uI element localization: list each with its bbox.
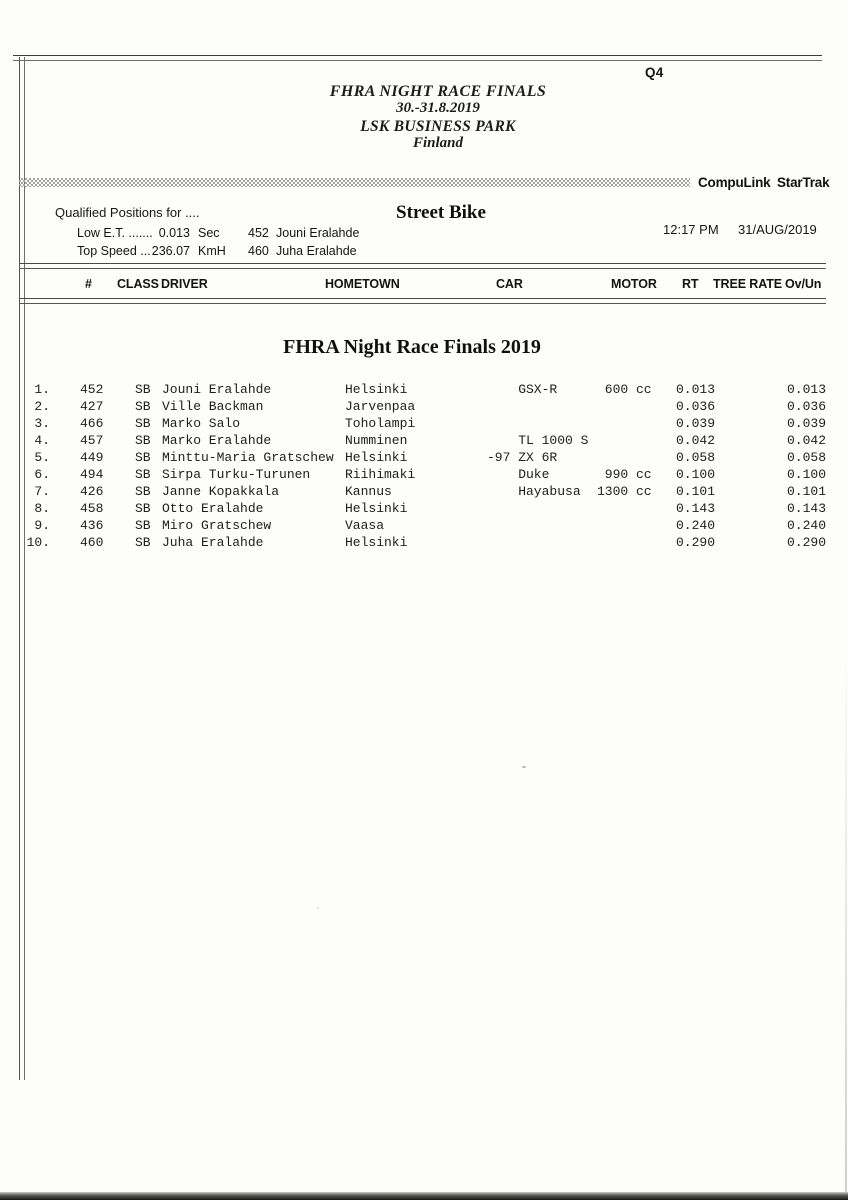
cell-hometown: Jarvenpaa bbox=[345, 399, 416, 414]
cell-car bbox=[487, 500, 597, 517]
cell-cls: SB bbox=[135, 501, 151, 516]
cell-num: 427 bbox=[80, 399, 104, 414]
cell-ovun: 0.101 bbox=[787, 484, 827, 499]
cell-motor bbox=[597, 534, 676, 551]
low-et-label: Low E.T. ....... bbox=[77, 226, 153, 240]
cell-driver: Janne Kopakkala bbox=[162, 484, 280, 499]
cell-car: GSX-R bbox=[487, 382, 558, 397]
cell-car bbox=[487, 415, 597, 432]
cell-tree bbox=[726, 398, 786, 415]
table-row bbox=[0, 517, 848, 534]
table-row bbox=[0, 449, 848, 466]
cell-ovun: 0.036 bbox=[787, 399, 827, 414]
cell-pos: 8. bbox=[34, 501, 50, 516]
cell-tree bbox=[726, 517, 786, 534]
cell-pos: 7. bbox=[34, 484, 50, 499]
event-title: FHRA NIGHT RACE FINALS bbox=[329, 83, 547, 100]
cell-cls: SB bbox=[135, 416, 151, 431]
cell-num: 494 bbox=[80, 467, 104, 482]
cell-car: Hayabusa bbox=[487, 484, 581, 499]
cell-car: TL 1000 S bbox=[487, 433, 589, 448]
cell-driver: Marko Eralahde bbox=[162, 433, 272, 448]
cell-motor bbox=[597, 500, 676, 517]
cell-motor: 1300 cc bbox=[597, 484, 652, 499]
cell-cls: SB bbox=[135, 382, 151, 397]
cell-pos: 6. bbox=[34, 467, 50, 482]
cell-pos: 5. bbox=[34, 450, 50, 465]
cell-cls: SB bbox=[135, 450, 151, 465]
cell-car: Duke bbox=[487, 467, 550, 482]
cell-driver: Jouni Eralahde bbox=[162, 382, 272, 397]
cell-car bbox=[487, 534, 597, 551]
cell-cls: SB bbox=[135, 399, 151, 414]
cell-driver: Ville Backman bbox=[162, 399, 264, 414]
results-title: FHRA Night Race Finals 2019 bbox=[283, 336, 541, 358]
table-row bbox=[0, 398, 848, 415]
column-header-car: CAR bbox=[496, 277, 523, 291]
table-row bbox=[0, 466, 848, 483]
scan-edge-right bbox=[845, 640, 847, 1192]
cell-hometown: Kannus bbox=[345, 484, 392, 499]
event-venue: LSK BUSINESS PARK bbox=[360, 117, 516, 135]
cell-num: 460 bbox=[80, 535, 104, 550]
cell-num: 452 bbox=[80, 382, 104, 397]
cell-hometown: Helsinki bbox=[345, 382, 408, 397]
cell-ovun: 0.058 bbox=[787, 450, 827, 465]
cell-rt: 0.039 bbox=[676, 416, 716, 431]
table-row bbox=[0, 432, 848, 449]
cell-ovun: 0.042 bbox=[787, 433, 827, 448]
cell-cls: SB bbox=[135, 467, 151, 482]
cell-tree bbox=[726, 500, 786, 517]
cell-tree bbox=[726, 415, 786, 432]
table-row bbox=[0, 415, 848, 432]
column-header-tree-rate: TREE RATE bbox=[713, 277, 783, 291]
table-row bbox=[0, 381, 848, 398]
header-rule-bottom bbox=[19, 298, 826, 304]
cell-rt: 0.100 bbox=[676, 467, 716, 482]
low-et-bike-number: 452 bbox=[248, 226, 269, 240]
cell-num: 426 bbox=[80, 484, 104, 499]
cell-ovun: 0.290 bbox=[787, 535, 827, 550]
cell-rt: 0.143 bbox=[676, 501, 716, 516]
header-rule-top bbox=[19, 263, 826, 269]
cell-pos: 2. bbox=[34, 399, 50, 414]
column-header-driver: DRIVER bbox=[161, 277, 208, 291]
cell-ovun: 0.013 bbox=[787, 382, 827, 397]
column-header-hometown: HOMETOWN bbox=[325, 277, 400, 291]
cell-pos: 1. bbox=[34, 382, 50, 397]
cell-ovun: 0.143 bbox=[787, 501, 827, 516]
timing-system-brand: CompuLink StarTrak bbox=[698, 175, 830, 190]
cell-tree bbox=[726, 534, 786, 551]
cell-num: 458 bbox=[80, 501, 104, 516]
event-dates: 30.-31.8.2019 bbox=[396, 100, 480, 117]
print-date: 31/AUG/2019 bbox=[738, 222, 817, 237]
cell-rt: 0.058 bbox=[676, 450, 716, 465]
cell-tree bbox=[726, 432, 786, 449]
cell-tree bbox=[726, 483, 786, 500]
page-border-top bbox=[13, 55, 822, 61]
cell-cls: SB bbox=[135, 433, 151, 448]
column-header-ov-un: Ov/Un bbox=[785, 277, 822, 291]
event-country: Finland bbox=[412, 134, 464, 151]
cell-num: 466 bbox=[80, 416, 104, 431]
scan-edge-bottom bbox=[0, 1192, 848, 1200]
low-et-unit: Sec bbox=[198, 226, 220, 240]
event-header bbox=[38, 83, 838, 152]
cell-rt: 0.042 bbox=[676, 433, 716, 448]
table-row bbox=[0, 500, 848, 517]
cell-driver: Juha Eralahde bbox=[162, 535, 264, 550]
cell-pos: 10. bbox=[26, 535, 50, 550]
cell-num: 449 bbox=[80, 450, 104, 465]
qualifying-heading: Qualified Positions for .... bbox=[55, 205, 200, 220]
top-speed-bike-number: 460 bbox=[248, 244, 269, 258]
cell-driver: Sirpa Turku-Turunen bbox=[162, 467, 311, 482]
table-header bbox=[0, 277, 848, 293]
cell-driver: Minttu-Maria Gratschew bbox=[162, 450, 334, 465]
top-speed-value: 236.07 bbox=[151, 244, 190, 258]
cell-hometown: Numminen bbox=[345, 433, 408, 448]
cell-hometown: Vaasa bbox=[345, 518, 385, 533]
cell-car bbox=[487, 517, 597, 534]
cell-cls: SB bbox=[135, 484, 151, 499]
cell-cls: SB bbox=[135, 518, 151, 533]
cell-motor bbox=[597, 449, 676, 466]
scan-speck bbox=[317, 907, 319, 909]
cell-pos: 3. bbox=[34, 416, 50, 431]
column-header-number: # bbox=[85, 277, 92, 291]
cell-rt: 0.290 bbox=[676, 535, 716, 550]
cell-hometown: Helsinki bbox=[345, 450, 408, 465]
cell-rt: 0.036 bbox=[676, 399, 716, 414]
page-border-left bbox=[19, 57, 25, 1080]
round-marker: Q4 bbox=[645, 65, 664, 80]
table-row bbox=[0, 534, 848, 551]
cell-hometown: Toholampi bbox=[345, 416, 416, 431]
race-class-title: Street Bike bbox=[396, 202, 486, 223]
cell-rt: 0.101 bbox=[676, 484, 716, 499]
column-header-motor: MOTOR bbox=[611, 277, 657, 291]
cell-ovun: 0.039 bbox=[787, 416, 827, 431]
low-et-driver: Jouni Eralahde bbox=[276, 226, 360, 240]
cell-tree bbox=[726, 466, 786, 483]
cell-motor bbox=[597, 415, 676, 432]
cell-rt: 0.013 bbox=[676, 382, 716, 397]
print-time: 12:17 PM bbox=[663, 222, 719, 237]
cell-motor bbox=[597, 398, 676, 415]
cell-car bbox=[487, 398, 597, 415]
cell-cls: SB bbox=[135, 535, 151, 550]
table-row bbox=[0, 483, 848, 500]
cell-tree bbox=[726, 449, 786, 466]
cell-num: 457 bbox=[80, 433, 104, 448]
cell-hometown: Riihimaki bbox=[345, 467, 416, 482]
cell-motor bbox=[597, 432, 676, 449]
low-et-value: 0.013 bbox=[158, 226, 190, 240]
cell-hometown: Helsinki bbox=[345, 535, 408, 550]
cell-rt: 0.240 bbox=[676, 518, 716, 533]
cell-motor: 990 cc bbox=[597, 467, 652, 482]
top-speed-label: Top Speed ... bbox=[77, 244, 151, 258]
cell-pos: 9. bbox=[34, 518, 50, 533]
cell-driver: Otto Eralahde bbox=[162, 501, 264, 516]
cell-driver: Miro Gratschew bbox=[162, 518, 272, 533]
cell-hometown: Helsinki bbox=[345, 501, 408, 516]
cell-car: -97 ZX 6R bbox=[487, 450, 558, 465]
halftone-separator-band bbox=[19, 178, 690, 187]
cell-motor bbox=[597, 517, 676, 534]
cell-pos: 4. bbox=[34, 433, 50, 448]
results-rows bbox=[0, 381, 848, 551]
cell-driver: Marko Salo bbox=[162, 416, 241, 431]
top-speed-unit: KmH bbox=[198, 244, 226, 258]
scan-speck bbox=[522, 766, 526, 768]
column-header-class: CLASS bbox=[117, 277, 159, 291]
cell-ovun: 0.240 bbox=[787, 518, 827, 533]
column-header-rt: RT bbox=[682, 277, 699, 291]
cell-ovun: 0.100 bbox=[787, 467, 827, 482]
cell-tree bbox=[726, 381, 786, 398]
top-speed-driver: Juha Eralahde bbox=[276, 244, 357, 258]
cell-motor: 600 cc bbox=[597, 382, 652, 397]
cell-num: 436 bbox=[80, 518, 104, 533]
